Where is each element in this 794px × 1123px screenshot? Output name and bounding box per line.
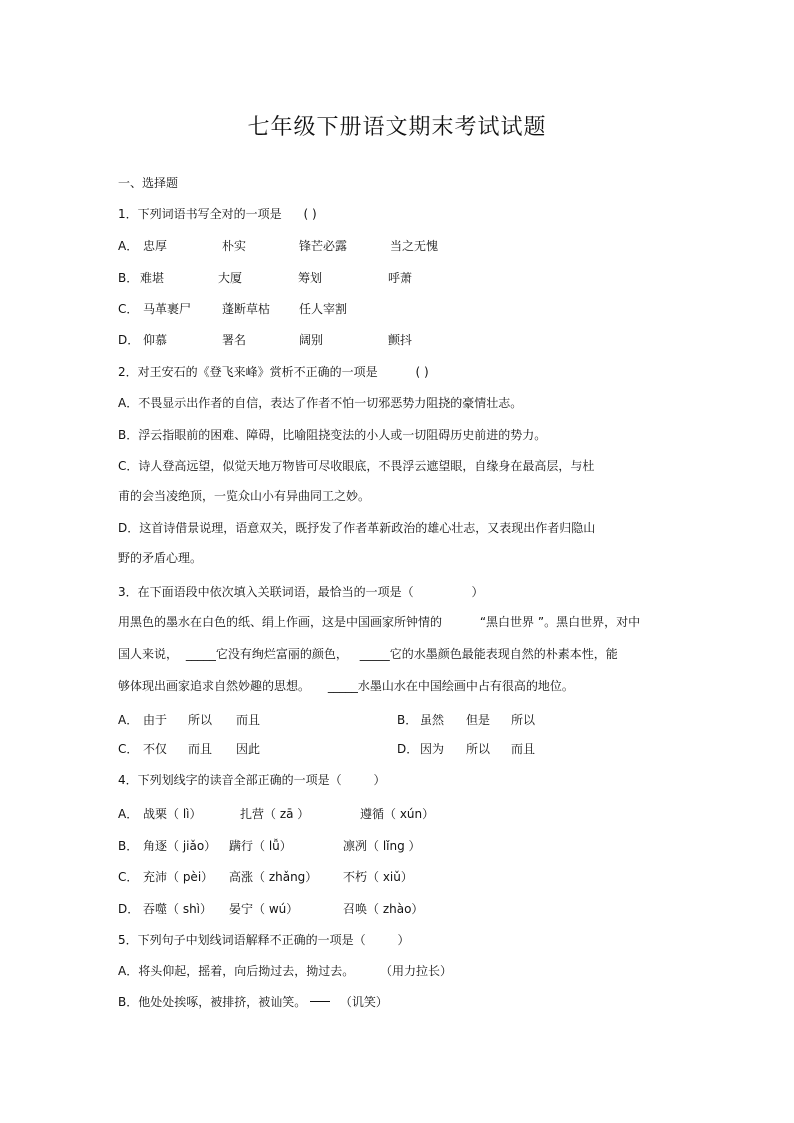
- option-item: 不朽（ xiǔ）: [343, 870, 413, 884]
- option-item: 蹒行（ lǚ）: [229, 839, 292, 853]
- option-item: 而且: [511, 742, 536, 756]
- option-item: 扎营（ zā ）: [240, 807, 310, 821]
- option-item: 所以: [188, 713, 213, 727]
- option-label: C．: [118, 870, 139, 884]
- option-item: 角逐（ jiǎo）: [143, 839, 217, 853]
- option-item: 当之无愧: [390, 239, 439, 253]
- question-5-stem: [118, 932, 409, 948]
- underline-mark: [310, 1001, 330, 1002]
- option-label: B．: [118, 271, 139, 285]
- option-label: C．: [118, 742, 139, 756]
- option-item: 阔别: [299, 333, 324, 347]
- passage-text: “黑白世界 ”。黑白世界，对中: [479, 615, 641, 629]
- option-item: 虽然: [420, 713, 445, 727]
- question-2-stem: [118, 364, 429, 380]
- option-item: 遵循（ xún）: [360, 807, 435, 821]
- passage-text: 它的水墨颜色最能表现自然的朴素本性，能: [389, 647, 618, 661]
- passage-text: 国人来说，: [118, 647, 179, 661]
- sentence-text: B．他处处挨啄，被排挤，被讪笑。: [118, 995, 307, 1009]
- option-item: 不仅: [143, 742, 168, 756]
- option-label: A．: [118, 713, 139, 727]
- option-item: 筹划: [298, 271, 323, 285]
- question-4-text: 4．下列划线字的读音全部正确的一项是（: [118, 773, 342, 787]
- answer-paren: ( ): [415, 365, 429, 379]
- answer-paren: ）: [373, 773, 386, 787]
- option-c-text: C．诗人登高远望，似觉天地万物皆可尽收眼底，不畏浮云遮望眼，自缘身在最高层，与杜: [118, 459, 595, 473]
- option-label: C．: [118, 302, 139, 316]
- passage-text: 用黑色的墨水在白色的纸、绢上作画，这是中国画家所钟情的: [118, 615, 443, 629]
- option-item: 朴实: [222, 239, 247, 253]
- passage-line-2: [118, 646, 618, 662]
- answer-paren: ）: [397, 933, 410, 947]
- page-title: 七年级下册语文期末考试试题: [247, 115, 547, 140]
- answer-paren: ( ): [303, 207, 317, 221]
- option-item: 所以: [466, 742, 491, 756]
- option-b-text: B．浮云指眼前的困难、障碍，比喻阻挠变法的小人或一切阻碍历史前进的势力。: [118, 428, 547, 442]
- option-a-text: A．不畏显示出作者的自信，表达了作者不怕一切邪恶势力阻挠的豪情壮志。: [118, 396, 523, 410]
- question-1-text: 1．下列词语书写全对的一项是: [118, 207, 282, 221]
- option-label: B．: [118, 839, 139, 853]
- fill-blank: _____: [185, 647, 216, 661]
- option-item: 因为: [420, 742, 445, 756]
- option-item: 高涨（ zhǎng）: [229, 870, 318, 884]
- option-label: D．: [397, 742, 419, 756]
- option-item: 但是: [466, 713, 491, 727]
- option-label: B．: [397, 713, 418, 727]
- passage-text: 水墨山水在中国绘画中占有很高的地位。: [357, 679, 574, 693]
- option-d-text: D．这首诗借景说理，语意双关，既抒发了作者革新政治的雄心壮志，又表现出作者归隐山: [118, 521, 596, 535]
- section-heading: 一、选择题: [118, 176, 179, 190]
- answer-paren: ）: [471, 585, 484, 599]
- option-item: 难堪: [140, 271, 165, 285]
- question-4-stem: [118, 772, 385, 788]
- option-item: 蓬断草枯: [222, 302, 271, 316]
- option-item: 颤抖: [388, 333, 413, 347]
- question-2-text: 2．对王安石的《登飞来峰》赏析不正确的一项是: [118, 365, 378, 379]
- option-item: 召唤（ zhào）: [343, 902, 424, 916]
- option-item: 大厦: [218, 271, 243, 285]
- option-label: D．: [118, 333, 140, 347]
- option-item: 所以: [511, 713, 536, 727]
- option-item: 而且: [236, 713, 261, 727]
- option-label: A．: [118, 239, 139, 253]
- question-1-stem: [118, 206, 317, 222]
- option-a-text: [118, 963, 452, 979]
- option-label: D．: [118, 902, 140, 916]
- option-item: 锋芒必露: [299, 239, 348, 253]
- option-item: 仰慕: [143, 333, 168, 347]
- fill-blank: _____: [359, 647, 390, 661]
- option-item: 由于: [143, 713, 168, 727]
- option-b-text: [118, 994, 388, 1010]
- question-3-stem: [118, 584, 483, 600]
- option-item: 而且: [188, 742, 213, 756]
- passage-line-3: [118, 678, 574, 694]
- option-item: 因此: [236, 742, 261, 756]
- option-item: 凛冽（ lǐng ）: [343, 839, 421, 853]
- option-item: 充沛（ pèi）: [143, 870, 214, 884]
- passage-text: 它没有绚烂富丽的颜色，: [215, 647, 348, 661]
- option-item: 署名: [222, 333, 247, 347]
- question-5-text: 5．下列句子中划线词语解释不正确的一项是（: [118, 933, 366, 947]
- option-item: 马革裹尸: [143, 302, 192, 316]
- passage-text: 够体现出画家追求自然妙趣的思想。: [118, 679, 311, 693]
- option-item: 战栗（ lì）: [143, 807, 202, 821]
- question-3-text: 3．在下面语段中依次填入关联词语，最恰当的一项是（: [118, 585, 414, 599]
- option-item: 晏宁（ wú）: [229, 902, 299, 916]
- option-item: 吞噬（ shì）: [143, 902, 213, 916]
- sentence-text: A．将头仰起，摇着，向后拗过去，拗过去。: [118, 964, 355, 978]
- option-item: 呼萧: [388, 271, 413, 285]
- definition-text: （讥笑）: [339, 995, 388, 1009]
- fill-blank: _____: [327, 679, 358, 693]
- passage-line-1: [118, 614, 640, 630]
- option-c-text-cont: 甫的会当凌绝顶，一览众山小有异曲同工之妙。: [118, 489, 371, 503]
- option-item: 任人宰割: [299, 302, 348, 316]
- definition-text: （用力拉长）: [380, 964, 453, 978]
- option-label: A．: [118, 807, 139, 821]
- option-item: 忠厚: [143, 239, 168, 253]
- option-d-text-cont: 野的矛盾心理。: [118, 551, 203, 565]
